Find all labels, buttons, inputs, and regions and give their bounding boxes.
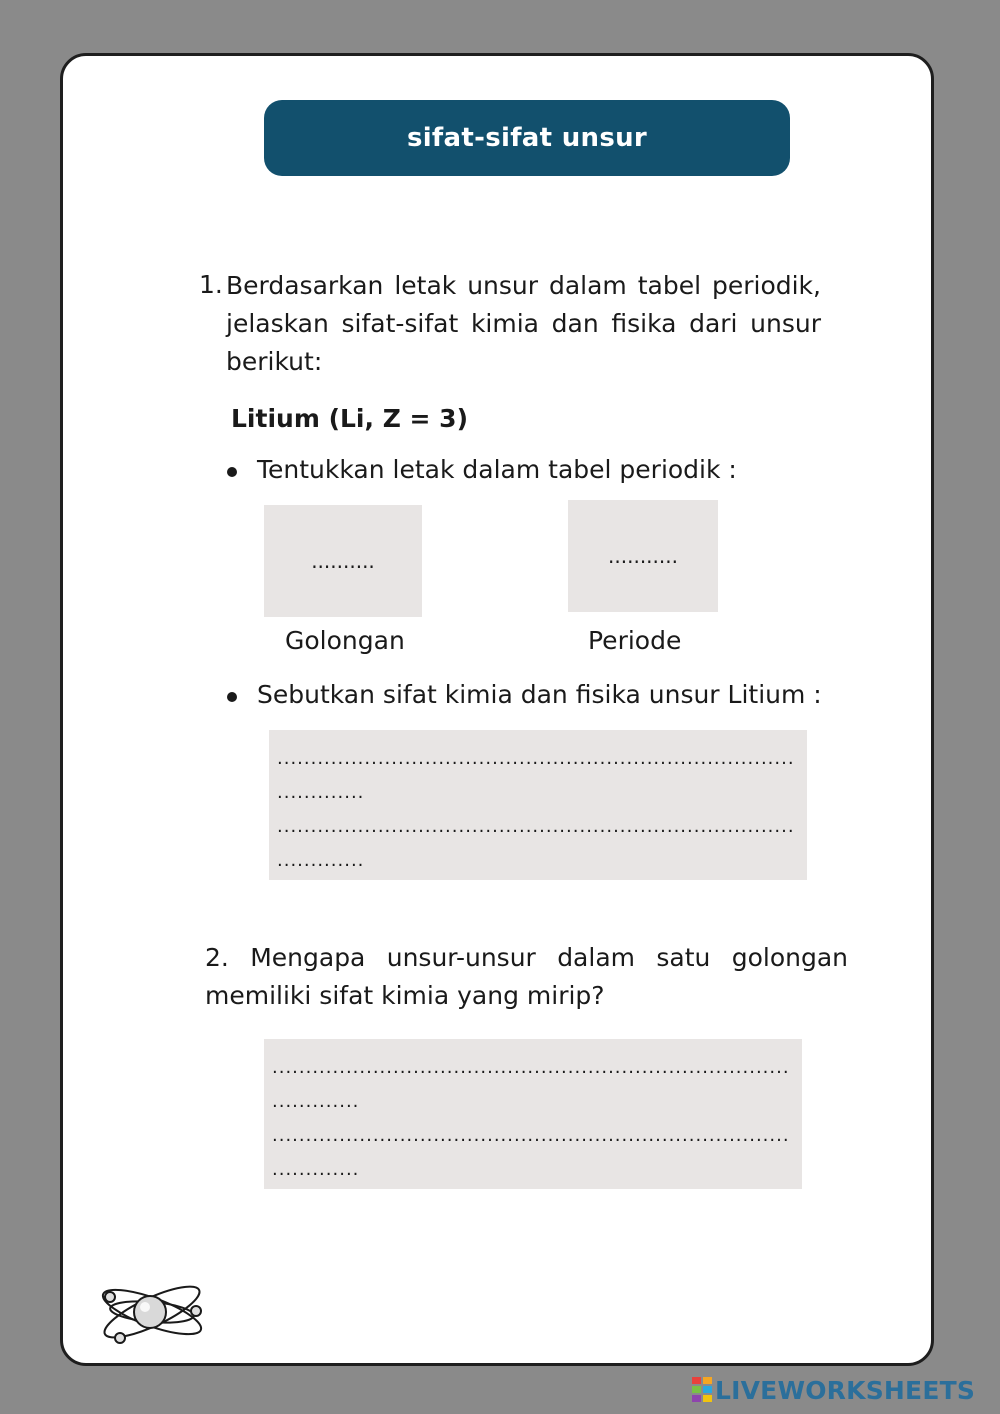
bullet-item-properties <box>257 680 822 709</box>
question-1-number: 1. <box>199 270 223 299</box>
question-2-text: 2. Mengapa unsur-unsur dalam satu golongan memiliki sifat kimia yang mirip? <box>205 943 848 1010</box>
brand-text: LIVEWORKSHEETS <box>715 1375 976 1405</box>
golongan-input[interactable] <box>264 505 422 617</box>
question-1-text: Berdasarkan letak unsur dalam tabel periodik, jelaskan sifat-sifat kimia dan fisika dari unsur berikut: <box>226 271 821 376</box>
bullet-text: Tentukkan letak dalam tabel periodik : <box>257 455 737 484</box>
bullet-icon <box>227 467 237 477</box>
periode-label: Periode <box>588 626 682 655</box>
worksheet-title: sifat-sifat unsur <box>264 100 790 176</box>
liveworksheets-logo <box>692 1374 975 1406</box>
golongan-label: Golongan <box>285 626 405 655</box>
brand-mark-icon <box>692 1377 712 1403</box>
bullet-icon <box>227 692 237 702</box>
properties-answer-field[interactable] <box>269 730 807 880</box>
periode-input[interactable] <box>568 500 718 612</box>
atom-icon <box>96 1275 208 1349</box>
bullet-item-position <box>257 455 737 484</box>
bullet-text: Sebutkan sifat kimia dan fisika unsur Litium : <box>257 680 822 709</box>
question-2-answer-field[interactable] <box>264 1039 802 1189</box>
element-label: Litium (Li, Z = 3) <box>231 404 468 433</box>
